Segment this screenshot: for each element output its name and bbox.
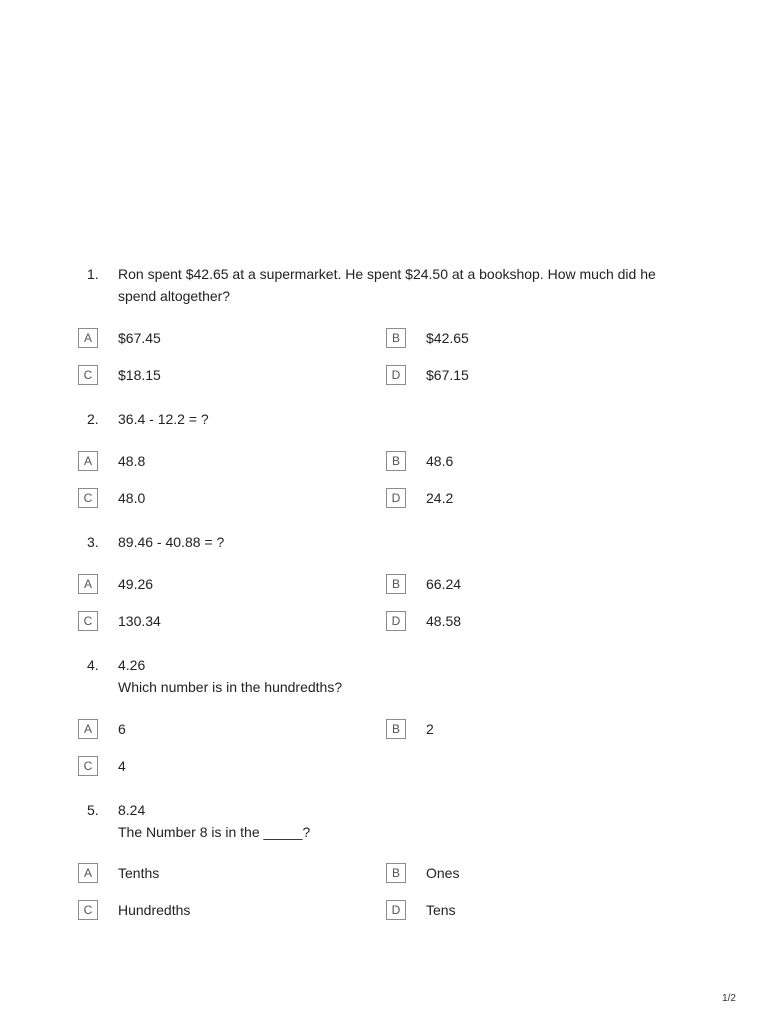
option-text: 130.34 — [118, 613, 161, 629]
option-text: $67.45 — [118, 330, 161, 346]
option-text: 49.26 — [118, 576, 154, 592]
option-letter-box[interactable]: A — [78, 328, 98, 348]
question-line: The Number 8 is in the _____? — [118, 824, 311, 840]
option-letter-box[interactable]: A — [78, 574, 98, 594]
option-text: 48.0 — [118, 490, 146, 506]
option-letter-box[interactable]: B — [386, 719, 406, 739]
option-text: $18.15 — [118, 367, 161, 383]
option-text: 6 — [118, 721, 126, 737]
option-letter-box[interactable]: C — [78, 756, 98, 776]
option-letter-box[interactable]: A — [78, 451, 98, 471]
question-number: 5. — [87, 802, 99, 818]
page-number: 1/2 — [722, 993, 736, 1004]
option-text: Tens — [426, 902, 456, 918]
option-text: Hundredths — [118, 902, 191, 918]
option-letter-box[interactable]: C — [78, 365, 98, 385]
question-text — [118, 263, 678, 307]
option-text: Ones — [426, 865, 460, 881]
option-letter-box[interactable]: B — [386, 451, 406, 471]
question-number: 2. — [87, 411, 99, 427]
option-letter-box[interactable]: D — [386, 488, 406, 508]
option-letter-box[interactable]: A — [78, 863, 98, 883]
option-text: $67.15 — [426, 367, 469, 383]
option-letter-box[interactable]: B — [386, 574, 406, 594]
question-text — [118, 799, 678, 843]
option-letter-box[interactable]: B — [386, 863, 406, 883]
question-number: 3. — [87, 534, 99, 550]
option-letter-box[interactable]: D — [386, 365, 406, 385]
option-text: 48.8 — [118, 453, 146, 469]
question-number: 4. — [87, 657, 99, 673]
question-text — [118, 531, 678, 553]
question-line: spend altogether? — [118, 288, 231, 304]
question-line: Ron spent $42.65 at a supermarket. He spent $24.50 at a bookshop. How much did he — [118, 266, 656, 282]
option-letter-box[interactable]: D — [386, 611, 406, 631]
question-line: 89.46 - 40.88 = ? — [118, 534, 225, 550]
option-text: 48.6 — [426, 453, 454, 469]
option-letter-box[interactable]: D — [386, 900, 406, 920]
option-text: 4 — [118, 758, 126, 774]
option-letter-box[interactable]: B — [386, 328, 406, 348]
option-letter-box[interactable]: C — [78, 488, 98, 508]
question-number: 1. — [87, 266, 99, 282]
option-text: Tenths — [118, 865, 160, 881]
option-text: $42.65 — [426, 330, 469, 346]
option-letter-box[interactable]: A — [78, 719, 98, 739]
option-text: 24.2 — [426, 490, 454, 506]
option-text: 66.24 — [426, 576, 462, 592]
option-text: 2 — [426, 721, 434, 737]
question-line: Which number is in the hundredths? — [118, 679, 343, 695]
option-letter-box[interactable]: C — [78, 611, 98, 631]
question-line: 36.4 - 12.2 = ? — [118, 411, 209, 427]
question-text — [118, 654, 678, 698]
option-text: 48.58 — [426, 613, 462, 629]
option-letter-box[interactable]: C — [78, 900, 98, 920]
question-line: 8.24 — [118, 802, 146, 818]
question-text — [118, 408, 678, 430]
question-line: 4.26 — [118, 657, 146, 673]
